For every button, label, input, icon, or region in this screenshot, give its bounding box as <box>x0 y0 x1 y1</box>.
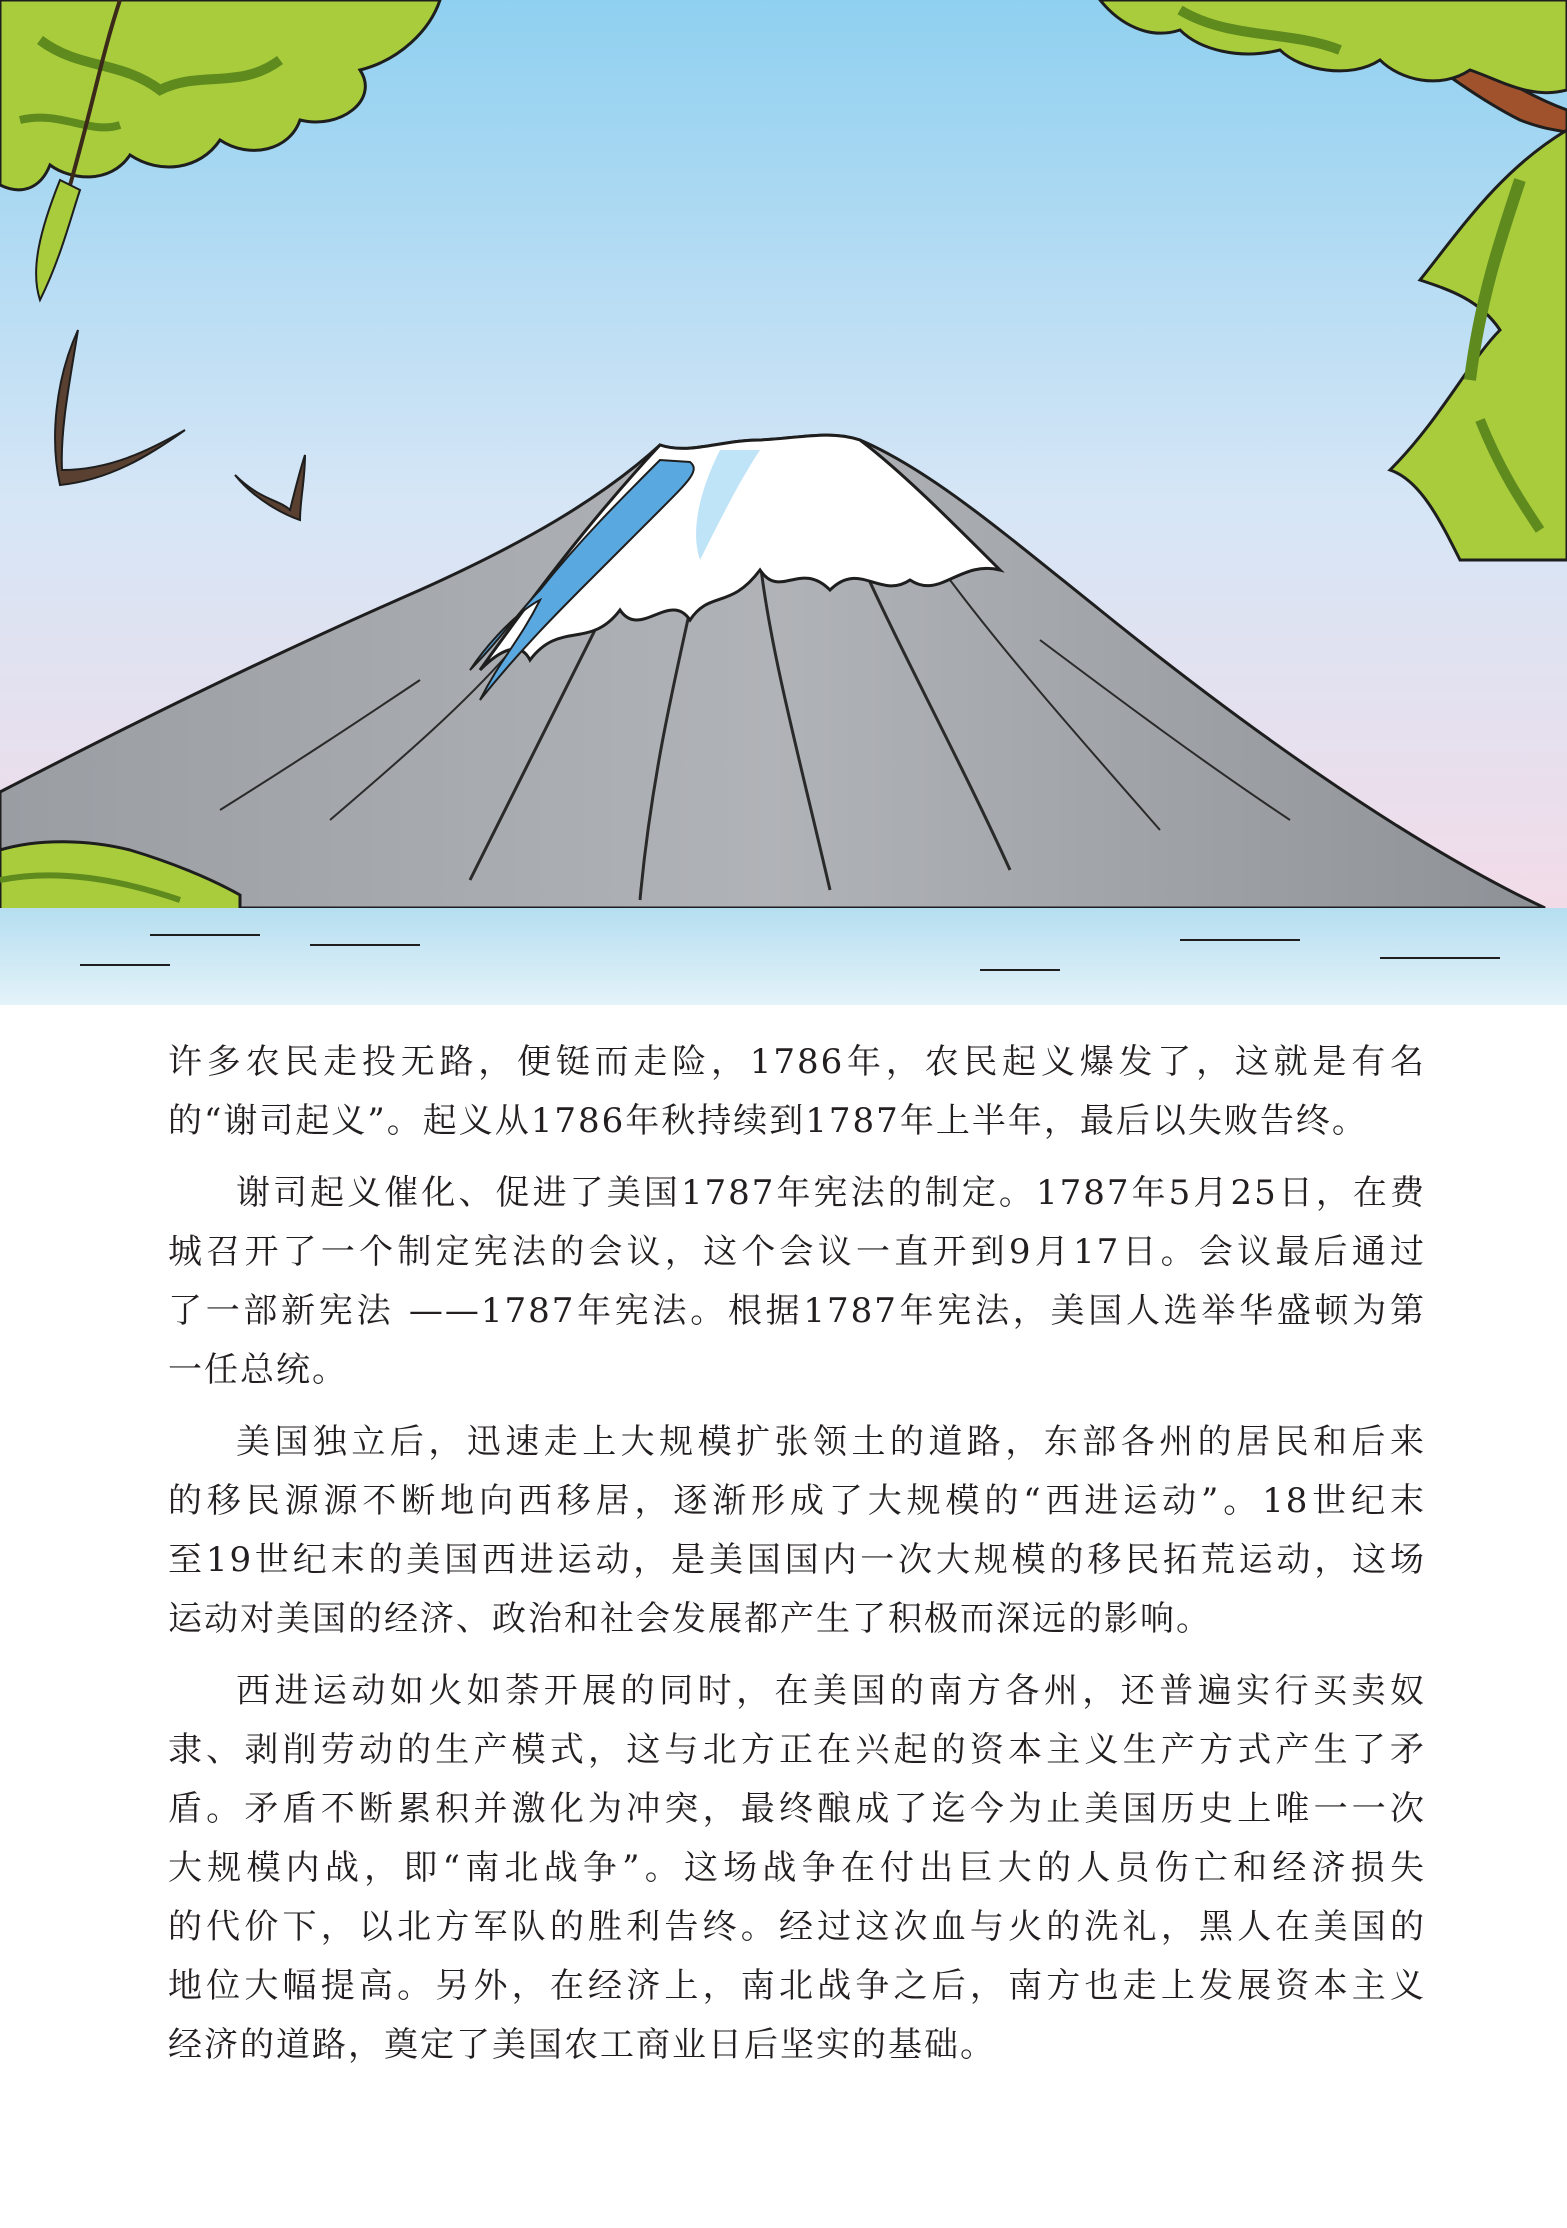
paragraph-2 <box>168 1164 1426 1400</box>
text-line: 的移民源源不断地向西移居，逐渐形成了大规模的“西进运动”。18世纪末 <box>168 1481 1426 1521</box>
article-text <box>168 1033 1426 2088</box>
text-line: 盾。矛盾不断累积并激化为冲突，最终酿成了迄今为止美国历史上唯一一次 <box>168 1789 1426 1829</box>
text-line: 至19世纪末的美国西进运动，是美国国内一次大规模的移民拓荒运动，这场 <box>168 1540 1426 1580</box>
lake <box>0 908 1567 1005</box>
text-line: 运动对美国的经济、政治和社会发展都产生了积极而深远的影响。 <box>168 1599 1212 1639</box>
text-line: 地位大幅提高。另外，在经济上，南北战争之后，南方也走上发展资本主义 <box>168 1966 1426 2006</box>
mountain-lake-illustration <box>0 0 1567 1005</box>
text-line: 大规模内战，即“南北战争”。这场战争在付出巨大的人员伤亡和经济损失 <box>168 1848 1426 1888</box>
paragraph-4 <box>168 1662 1426 2075</box>
text-line: 谢司起义催化、促进了美国1787年宪法的制定。1787年5月25日，在费 <box>236 1173 1426 1213</box>
text-line: 的“谢司起义”。起义从1786年秋持续到1787年上半年，最后以失败告终。 <box>168 1101 1368 1141</box>
text-line: 美国独立后，迅速走上大规模扩张领土的道路，东部各州的居民和后来 <box>236 1422 1426 1462</box>
text-line: 隶、剥削劳动的生产模式，这与北方正在兴起的资本主义生产方式产生了矛 <box>168 1730 1426 1770</box>
text-line: 西进运动如火如荼开展的同时，在美国的南方各州，还普遍实行买卖奴 <box>236 1671 1426 1711</box>
paragraph-3 <box>168 1413 1426 1649</box>
text-line: 许多农民走投无路，便铤而走险，1786年，农民起义爆发了，这就是有名 <box>168 1042 1426 1082</box>
text-line: 经济的道路，奠定了美国农工商业日后坚实的基础。 <box>168 2025 996 2065</box>
text-line: 的代价下，以北方军队的胜利告终。经过这次血与火的洗礼，黑人在美国的 <box>168 1907 1426 1947</box>
paragraph-1 <box>168 1033 1426 1151</box>
text-line: 一任总统。 <box>168 1350 348 1390</box>
text-line: 城召开了一个制定宪法的会议，这个会议一直开到9月17日。会议最后通过 <box>168 1232 1426 1272</box>
text-line: 了一部新宪法 ——1787年宪法。根据1787年宪法，美国人选举华盛顿为第 <box>168 1291 1426 1331</box>
